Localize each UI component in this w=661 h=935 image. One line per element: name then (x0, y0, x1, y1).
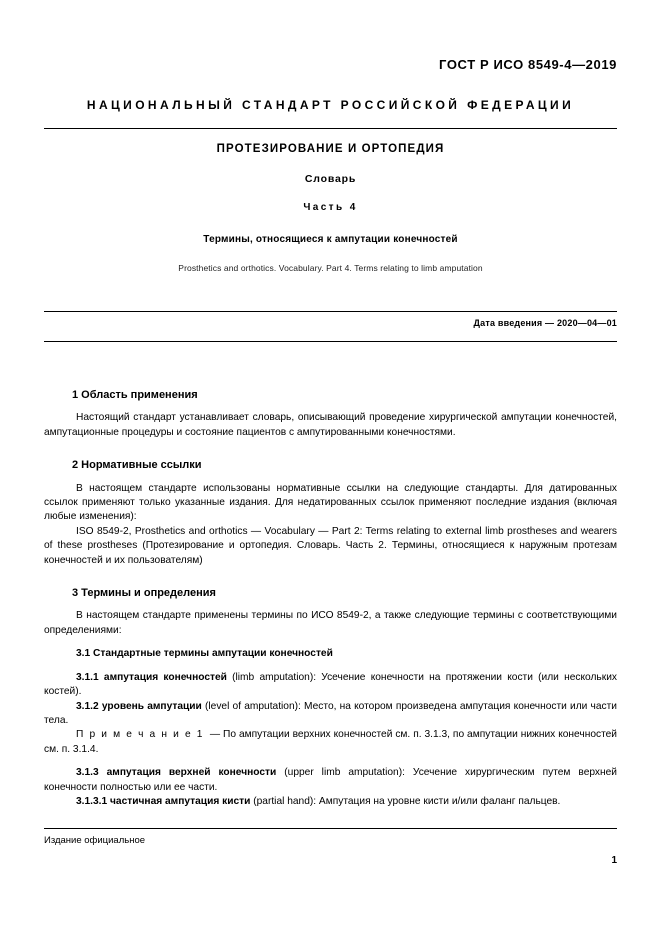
section-3-1-heading: 3.1 Стандартные термины ампутации конечностей (76, 648, 333, 660)
section-3-heading-wrap (72, 586, 617, 600)
term-3-1-3-definition: (upper limb amputation): Усечение хирургическим путем верхней конечности полностью или ее части. (44, 767, 617, 793)
divider-above-date (44, 311, 617, 312)
term-3-1-3-1-number: 3.1.3.1 (76, 795, 108, 807)
section-2-heading: 2 Нормативные ссылки (72, 459, 202, 472)
divider-below-date (44, 341, 617, 342)
section-3-paragraph-1: В настоящем стандарте применены термины по ИСО 8549-2, а также следующие термины с соответствующими определениями: (44, 610, 617, 636)
title-block (44, 143, 617, 273)
title-description: Термины, относящиеся к ампутации конечностей (203, 234, 458, 245)
note-1-label: П р и м е ч а н и е 1 (76, 729, 205, 741)
term-3-1-2-number: 3.1.2 (76, 700, 99, 712)
term-3-1-1 (44, 671, 617, 700)
section-2-paragraph-1: В настоящем стандарте использованы нормативные ссылки на следующие стандарты. Для датированных ссылок применяют только указанные издания. Для недатированных ссылок применяют последние издания (включая любые изменения): (44, 482, 617, 523)
page-content (44, 0, 617, 935)
section-3-heading: 3 Термины и определения (72, 587, 216, 600)
term-3-1-2-definition: (level of amputation): Место, на котором произведена ампутация конечности или части тела. (44, 700, 617, 726)
document-body (44, 388, 617, 809)
page-number: 1 (611, 855, 617, 866)
section-2-paragraph-2: ISO 8549-2, Prosthetics and orthotics — Vocabulary — Part 2: Terms relating to external limb prostheses and wearers of these prostheses (Протезирование и ортопедия. Словарь. Часть 2. Термины, относящиеся к наружным протезам конечностей и их пользователям) (44, 525, 617, 566)
section-1-heading: 1 Область применения (72, 389, 198, 401)
term-3-1-3-number: 3.1.3 (76, 767, 99, 779)
title-main: ПРОТЕЗИРОВАНИЕ И ОРТОПЕДИЯ (216, 143, 445, 155)
term-3-1-3-term: ампутация верхней конечности (106, 767, 277, 779)
title-english: Prosthetics and orthotics. Vocabulary. Part 4. Terms relating to limb amputation (178, 263, 483, 273)
section-1-heading-wrap (72, 388, 617, 402)
term-3-1-3-1-definition: (partial hand): Ампутация на уровне кисти и/или фаланг пальцев. (253, 795, 561, 807)
footer-official-edition: Издание официальное (44, 835, 146, 846)
document-code: ГОСТ Р ИСО 8549-4—2019 (439, 57, 617, 72)
term-3-1-3-1-term: частичная ампутация кисти (110, 795, 251, 807)
note-1-text: — По ампутации верхних конечностей см. п. 3.1.3, по ампутации нижних конечностей см. п. 3.1.4. (44, 729, 617, 755)
title-sub: Словарь (304, 173, 357, 185)
title-part: Часть 4 (303, 202, 358, 213)
divider-top (44, 128, 617, 129)
term-3-1-2-term: уровень ампутации (101, 700, 202, 712)
section-1-paragraph: Настоящий стандарт устанавливает словарь, описывающий проведение хирургической ампутации конечностей, ампутационные процедуры и состояние пациентов с ампутированными конечностями. (44, 412, 617, 438)
term-3-1-1-definition: (limb amputation): Усечение конечности на протяжении кости (или нескольких костей). (44, 671, 617, 698)
divider-footer (44, 828, 617, 829)
term-3-1-2 (44, 700, 617, 729)
term-3-1-3-1 (44, 795, 617, 809)
term-3-1-1-term: ампутация конечностей (103, 671, 227, 683)
effective-date: Дата введения — 2020—04—01 (473, 318, 617, 328)
term-3-1-3 (44, 766, 617, 795)
note-1 (44, 728, 617, 757)
section-2-heading-wrap (72, 458, 617, 472)
term-3-1-1-number: 3.1.1 (76, 671, 99, 683)
national-standard-heading: НАЦИОНАЛЬНЫЙ СТАНДАРТ РОССИЙСКОЙ ФЕДЕРАЦИИ (86, 98, 575, 112)
